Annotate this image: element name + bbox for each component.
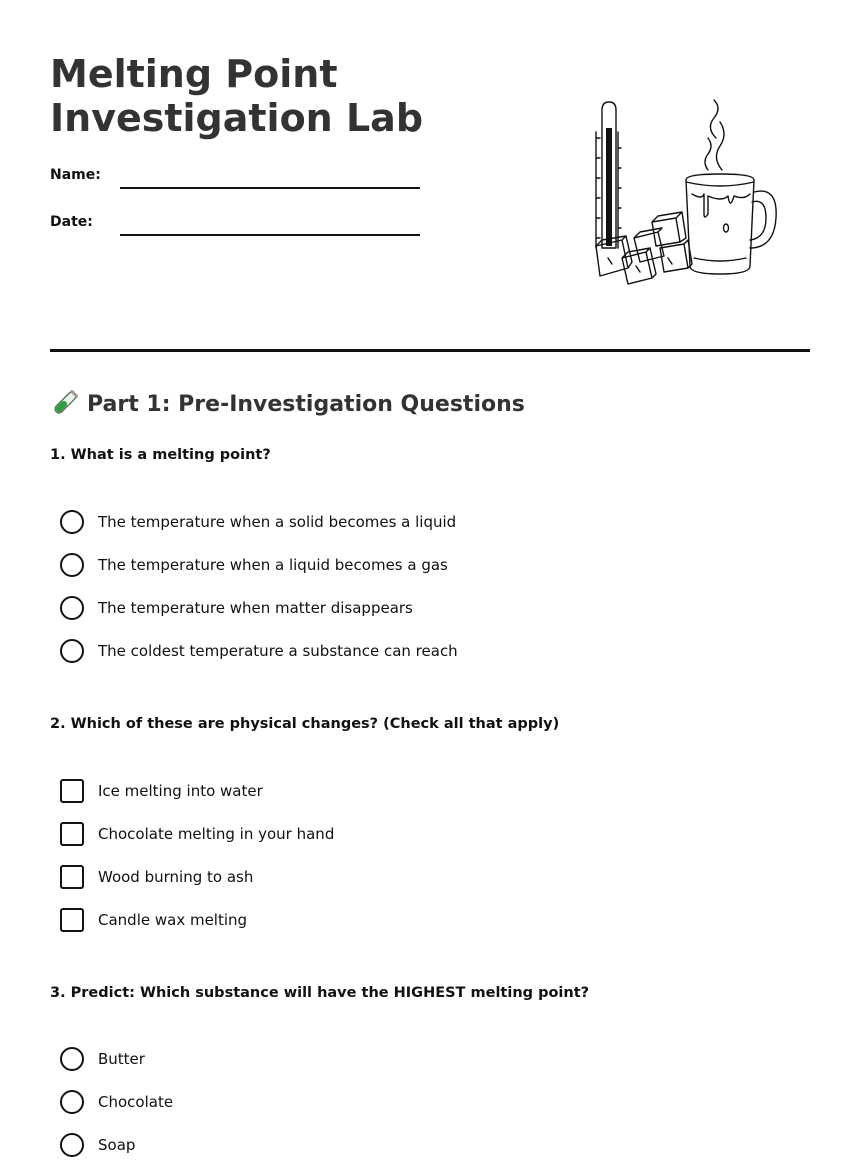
name-label: Name: <box>50 167 101 183</box>
q2-option-2-label: Chocolate melting in your hand <box>98 825 335 843</box>
question-2-prompt: 2. Which of these are physical changes? (Check all that apply) <box>50 716 560 732</box>
question-1-prompt: 1. What is a melting point? <box>50 447 271 463</box>
thermometer-icon <box>596 102 621 248</box>
radio-button[interactable] <box>60 639 84 663</box>
date-label: Date: <box>50 214 93 230</box>
q1-option-4[interactable] <box>60 638 458 664</box>
checkbox[interactable] <box>60 908 84 932</box>
checkbox[interactable] <box>60 822 84 846</box>
radio-button[interactable] <box>60 596 84 620</box>
q1-option-1[interactable] <box>60 509 456 535</box>
q1-option-2[interactable] <box>60 552 448 578</box>
q3-option-1[interactable] <box>60 1046 145 1072</box>
page-title <box>50 52 550 140</box>
radio-button[interactable] <box>60 1133 84 1157</box>
q2-option-3-label: Wood burning to ash <box>98 868 254 886</box>
title-line-1: Melting Point <box>50 52 338 96</box>
question-3-prompt: 3. Predict: Which substance will have the HIGHEST melting point? <box>50 985 590 1001</box>
radio-button[interactable] <box>60 1047 84 1071</box>
q3-option-2-label: Chocolate <box>98 1093 174 1111</box>
q1-option-2-label: The temperature when a liquid becomes a gas <box>98 556 448 574</box>
q1-option-4-label: The coldest temperature a substance can reach <box>98 642 458 660</box>
q2-option-4-label: Candle wax melting <box>98 911 248 929</box>
q3-option-1-label: Butter <box>98 1050 145 1068</box>
q3-option-3-label: Soap <box>98 1136 136 1154</box>
date-field[interactable] <box>120 234 420 236</box>
radio-button[interactable] <box>60 510 84 534</box>
q2-option-1[interactable] <box>60 778 263 804</box>
title-line-2: Investigation Lab <box>50 96 424 140</box>
q2-option-1-label: Ice melting into water <box>98 782 263 800</box>
q3-option-2[interactable] <box>60 1089 173 1115</box>
steam-icon <box>705 100 724 170</box>
radio-button[interactable] <box>60 553 84 577</box>
q2-option-2[interactable] <box>60 821 334 847</box>
q2-option-4[interactable] <box>60 907 247 933</box>
section-divider <box>50 349 810 352</box>
thermometer-ice-mug-illustration <box>588 98 783 288</box>
checkbox[interactable] <box>60 779 84 803</box>
q3-option-3[interactable] <box>60 1132 135 1158</box>
part1-heading <box>50 388 525 420</box>
q2-option-3[interactable] <box>60 864 253 890</box>
q1-option-3-label: The temperature when matter disappears <box>98 599 413 617</box>
hot-mug-icon <box>686 174 776 274</box>
radio-button[interactable] <box>60 1090 84 1114</box>
test-tube-icon <box>50 390 78 418</box>
part1-heading-text: Part 1: Pre-Investigation Questions <box>87 391 525 417</box>
name-field[interactable] <box>120 187 420 189</box>
q1-option-1-label: The temperature when a solid becomes a liquid <box>98 513 457 531</box>
checkbox[interactable] <box>60 865 84 889</box>
q1-option-3[interactable] <box>60 595 413 621</box>
